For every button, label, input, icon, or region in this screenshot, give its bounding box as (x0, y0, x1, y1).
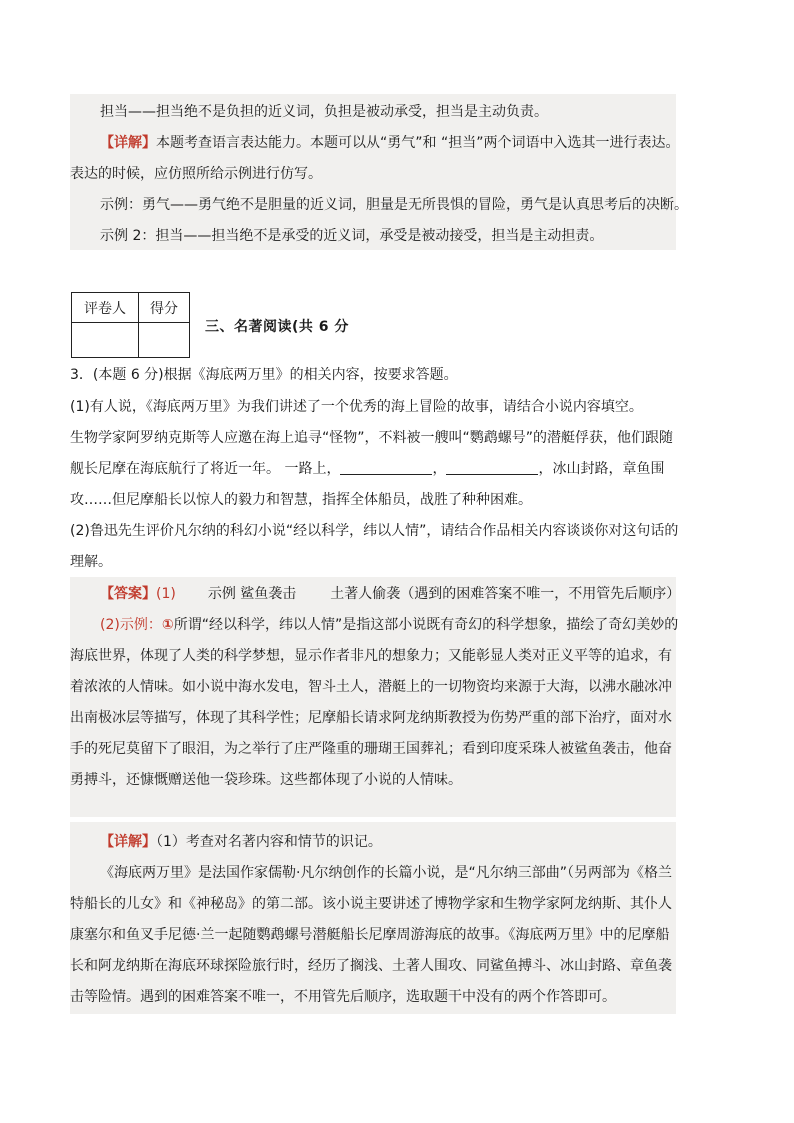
question-para-line-2 (70, 459, 664, 479)
reviewer-header: 评卷人 (72, 293, 139, 323)
answer-label: 【答案】 (100, 586, 156, 602)
question-para-line-3: 攻……但尼摩船长以惊人的毅力和智慧，指挥全体船员，战胜了种种困难。 (70, 492, 532, 508)
fill-blank-1[interactable] (340, 460, 432, 475)
reviewer-cell (72, 323, 139, 358)
detail2-line-2: 《海底两万里》是法国作家儒勒·凡尔纳创作的长篇小说，是“凡尔纳三部曲”（另两部为《格兰 (100, 865, 672, 881)
detail2-label: 【详解】 (100, 834, 156, 850)
explanation-line-3: 表达的时候，应仿照所给示例进行仿写。 (70, 166, 322, 182)
answer-2-prefix: (2)示例： (100, 617, 162, 633)
section-title: 三、名著阅读(共 6 分 (205, 319, 349, 335)
answer-2-text: 所谓“经以科学，纬以人情”是指这部小说既有奇幻的科学想象，描绘了奇幻美妙的 (173, 617, 679, 633)
explanation-line-2 (100, 133, 679, 153)
para-line-2-comma: ， (432, 461, 447, 477)
question-part-2-line-1: (2)鲁迅先生评价凡尔纳的科幻小说“经以科学，纬以人情”，请结合作品相关内容谈谈你对这句话的 (70, 523, 679, 539)
example-line-2: 示例 2：担当——担当绝不是承受的近义词，承受是被动接受，担当是主动担责。 (100, 228, 604, 244)
answer-line-1 (100, 584, 680, 604)
detail2-line-5: 长和阿龙纳斯在海底环球探险旅行时，经历了搁浅、土著人围攻、同鲨鱼搏斗、冰山封路、章鱼袭 (70, 958, 672, 974)
detail2-line-6: 击等险情。遇到的困难答案不唯一，不用管先后顺序，选取题干中没有的两个作答即可。 (70, 989, 616, 1005)
detail2-heading: （1）考查对名著内容和情节的识记。 (156, 834, 382, 850)
para-line-2-end: ，冰山封路，章鱼围 (538, 461, 665, 477)
score-header: 得分 (139, 293, 190, 323)
answer-part-1-number: (1) (156, 586, 176, 602)
detail-label: 【详解】 (100, 135, 156, 151)
detail2-line-1 (100, 832, 382, 852)
answer-2-line-3: 着浓浓的人情味。如小说中海水发电，智斗土人，潜艇上的一切物资均来源于大海，以沸水融冰冲 (70, 679, 672, 695)
answer-2-line-6: 勇搏斗，还慷慨赠送他一袋珍珠。这些都体现了小说的人情味。 (70, 772, 462, 788)
answer-example-2: 土著人偷袭（遇到的困难答案不唯一，不用管先后顺序） (330, 586, 681, 602)
answer-2-line-4: 出南极冰层等描写，体现了其科学性；尼摩船长请求阿龙纳斯教授为伤势严重的部下治疗，面对水 (70, 710, 672, 726)
circled-one: ① (161, 617, 174, 633)
detail2-line-4: 康塞尔和鱼叉手尼德·兰一起随鹦鹉螺号潜艇船长尼摩周游海底的故事。《海底两万里》中的尼摩船 (70, 927, 670, 943)
question-part-1: (1)有人说，《海底两万里》为我们讲述了一个优秀的海上冒险的故事，请结合小说内容填空。 (70, 399, 643, 415)
question-para-line-1: 生物学家阿罗纳克斯等人应邀在海上追寻“怪物”，不料被一艘叫“鹦鹉螺号”的潜艇俘获，他们跟随 (70, 430, 674, 446)
question-stem: 3．(本题 6 分)根据《海底两万里》的相关内容，按要求答题。 (70, 367, 458, 383)
explanation-line-1: 担当——担当绝不是负担的近义词，负担是被动承受，担当是主动负责。 (100, 104, 548, 120)
score-table (71, 292, 190, 358)
question-part-2-line-2: 理解。 (70, 554, 112, 570)
answer-example-1: 示例 鲨鱼袭击 (207, 586, 297, 602)
answer-2-line-1 (100, 615, 678, 635)
detail-text: 本题考查语言表达能力。本题可以从“勇气”和 “担当”两个词语中入选其一进行表达。 (156, 135, 680, 151)
detail2-line-3: 特船长的儿女》和《神秘岛》的第二部。该小说主要讲述了博物学家和生物学家阿龙纳斯、其仆人 (70, 896, 672, 912)
para-line-2-text: 舰长尼摩在海底航行了将近一年。 一路上， (70, 461, 341, 477)
score-cell (139, 323, 190, 358)
answer-2-line-5: 手的死尼莫留下了眼泪，为之举行了庄严隆重的珊瑚王国葬礼；看到印度采珠人被鲨鱼袭击，他奋 (70, 741, 672, 757)
example-line-1: 示例：勇气——勇气绝不是胆量的近义词，胆量是无所畏惧的冒险，勇气是认真思考后的决断。 (100, 197, 688, 213)
fill-blank-2[interactable] (446, 460, 538, 475)
answer-2-line-2: 海底世界，体现了人类的科学梦想，显示作者非凡的想象力；又能彰显人类对正义平等的追求，有 (70, 648, 672, 664)
